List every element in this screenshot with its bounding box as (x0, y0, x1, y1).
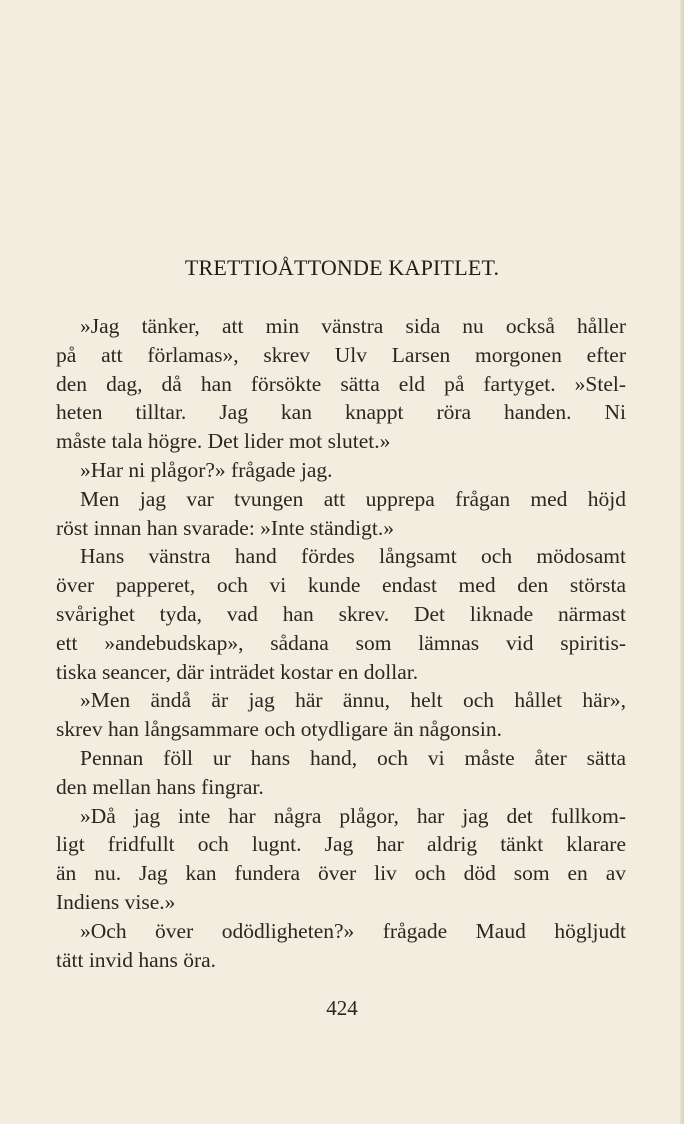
text-line: »Har ni plågor?» frågade jag. (80, 457, 333, 482)
text-line: »Jag tänker, att min vänstra sida nu också håller (80, 314, 626, 338)
text-line: på att förlamas», skrev Ulv Larsen morgonen efter (56, 342, 626, 367)
page-number: 424 (326, 996, 358, 1020)
text-line: heten tilltar. Jag kan knappt röra handen. Ni (56, 400, 626, 425)
text-line: »Och över odödligheten?» frågade Maud högljudt (80, 918, 626, 943)
text-line: »Då jag inte har några plågor, har jag det fullkom- (80, 803, 626, 828)
body-text (56, 312, 626, 974)
text-line: Indiens vise.» (56, 889, 176, 914)
text-line: den mellan hans fingrar. (56, 774, 264, 799)
text-line: skrev han långsammare och otydligare än någonsin. (56, 717, 502, 742)
text-line: tiska seancer, där inträdet kostar en dollar. (56, 659, 419, 684)
page-edge (680, 0, 684, 1124)
text-line: Men jag var tvungen att upprepa frågan med höjd (80, 486, 626, 511)
text-line: ligt fridfullt och lugnt. Jag har aldrig tänkt klarare (56, 832, 626, 857)
text-line: måste tala högre. Det lider mot slutet.» (56, 429, 391, 454)
chapter-title: TRETTIOÅTTONDE KAPITLET. (184, 255, 500, 280)
text-line: Hans vänstra hand fördes långsamt och mödosamt (80, 544, 626, 569)
text-line: »Men ändå är jag här ännu, helt och hållet här», (80, 688, 626, 713)
text-line: än nu. Jag kan fundera över liv och död som en av (56, 861, 626, 886)
text-line: svårighet tyda, vad han skrev. Det liknade närmast (56, 601, 626, 626)
text-line: tätt invid hans öra. (56, 947, 217, 972)
text-line: Pennan föll ur hans hand, och vi måste åter sätta (80, 745, 626, 770)
text-line: röst innan han svarade: »Inte ständigt.» (56, 515, 394, 540)
text-line: över papperet, och vi kunde endast med den största (56, 573, 626, 598)
text-line: ett »andebudskap», sådana som lämnas vid spiritis- (56, 630, 626, 655)
text-line: den dag, då han försökte sätta eld på fartyget. »Stel- (56, 371, 626, 396)
